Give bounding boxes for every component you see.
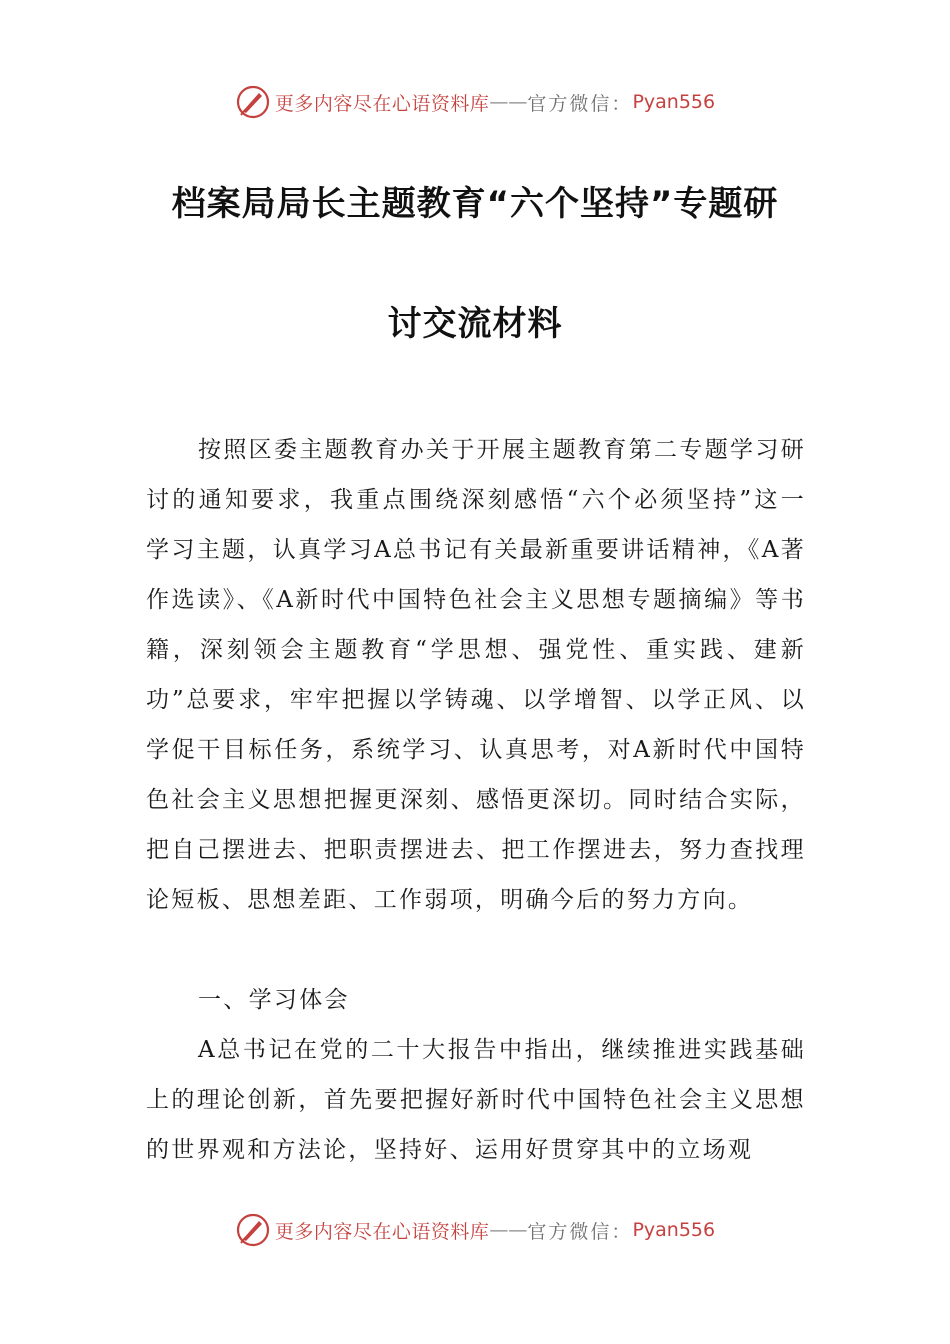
- quill-logo-icon: [235, 1212, 271, 1248]
- banner-wechat-id: Pyan556: [632, 91, 716, 113]
- banner-text: 更多内容尽在心语资料库: [274, 92, 490, 115]
- document-title-line1: 档案局局长主题教育“六个坚持”专题研: [171, 184, 779, 224]
- footer-watermark-banner: [0, 1210, 950, 1250]
- banner-text: 更多内容尽在心语资料库: [274, 1220, 490, 1243]
- banner-wechat-id: Pyan556: [632, 1219, 716, 1241]
- banner-wechat-label: 官方微信：: [527, 92, 633, 115]
- paragraph-intro: 按照区委主题教育办关于开展主题教育第二专题学习研讨的通知要求，我重点围绕深刻感悟“六个必须坚持”这一学习主题，认真学习A总书记有关最新重要讲话精神，《A著作选读》、《A新时代中国特色社会主义思想专题摘编》等书籍，深刻领会主题教育“学思想、强党性、重实践、建新功”总要求，牢牢把握以学铸魂、以学增智、以学正风、以学促干目标任务，系统学习、认真思考，对A新时代中国特色社会主义思想把握更深刻、感悟更深切。同时结合实际，把自己摆进去、把职责摆进去、把工作摆进去，努力查找理论短板、思想差距、工作弱项，明确今后的努力方向。: [146, 437, 806, 913]
- section-heading: 一、学习体会: [198, 987, 350, 1013]
- document-title-line2: 讨交流材料: [387, 304, 563, 344]
- banner-separator: ——: [489, 91, 528, 113]
- banner-separator: ——: [489, 1219, 528, 1241]
- banner-wechat-label: 官方微信：: [527, 1220, 633, 1243]
- header-watermark-banner: [0, 82, 950, 122]
- paragraph-section1: A总书记在党的二十大报告中指出，继续推进实践基础上的理论创新，首先要把握好新时代中国特色社会主义思想的世界观和方法论，坚持好、运用好贯穿其中的立场观: [146, 1037, 806, 1163]
- quill-logo-icon: [235, 84, 271, 120]
